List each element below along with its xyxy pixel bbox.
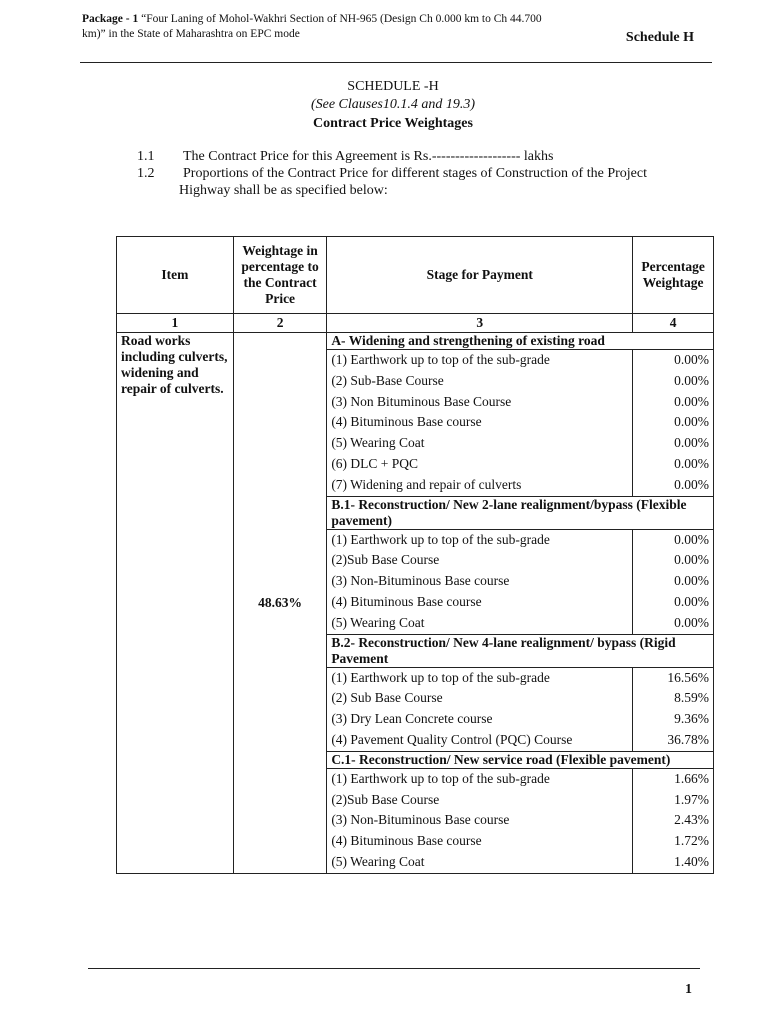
para-text: The Contract Price for this Agreement is Rs.------------------- lakhs	[183, 149, 554, 164]
contract-price-weightage-table	[116, 236, 714, 874]
section-title: B.1- Reconstruction/ New 2-lane realignment/bypass (Flexible pavement)	[327, 496, 714, 529]
stage-percentage: 0.00%	[674, 352, 709, 367]
stage-percentage: 0.00%	[674, 414, 709, 430]
header-item: Item	[117, 237, 234, 314]
stage-label: (3) Non-Bituminous Base course	[331, 573, 510, 589]
col-number: 4	[633, 314, 714, 333]
stage-label: (4) Bituminous Base course	[331, 833, 482, 849]
weightage-value: 48.63%	[233, 333, 326, 874]
stage-percentage: 1.97%	[674, 791, 709, 807]
stage-percentage: 0.00%	[674, 573, 709, 589]
stage-percentage: 36.78%	[667, 731, 709, 747]
header-percentage: Percentage Weightage	[633, 237, 714, 314]
stage-percentage: 0.00%	[674, 393, 709, 409]
stage-percentage: 0.00%	[674, 531, 709, 547]
item-description: Road works including culverts, widening and repair of culverts.	[117, 333, 234, 874]
stage-percentage: 0.00%	[674, 435, 709, 451]
stage-label: (5) Wearing Coat	[331, 614, 425, 630]
para-text-continued: Highway shall be as specified below:	[179, 183, 388, 198]
stage-percentage: 8.59%	[674, 690, 709, 706]
stage-label: (4) Bituminous Base course	[331, 414, 482, 430]
stage-label: (4) Pavement Quality Control (PQC) Course	[331, 731, 573, 747]
stage-label: (3) Non-Bituminous Base course	[331, 812, 510, 828]
col-number: 2	[233, 314, 326, 333]
section-header-row	[117, 333, 714, 350]
stage-percentage: 1.40%	[674, 853, 709, 869]
stage-label: (4) Bituminous Base course	[331, 593, 482, 609]
stage-label: (7) Widening and repair of culverts	[331, 476, 522, 492]
para-number: 1.1	[137, 149, 155, 164]
column-number-row	[117, 314, 714, 333]
stage-percentage: 2.43%	[674, 812, 709, 828]
para-number: 1.2	[137, 166, 155, 181]
stage-label: (2)Sub Base Course	[331, 552, 440, 568]
stage-label: (3) Non Bituminous Base Course	[331, 393, 512, 409]
stage-percentage: 1.66%	[674, 770, 709, 786]
footer-divider	[88, 968, 700, 969]
header-divider	[80, 62, 712, 63]
table-header-row	[117, 237, 714, 314]
header-weightage: Weightage in percentage to the Contract Price	[233, 237, 326, 314]
stage-percentage: 1.72%	[674, 833, 709, 849]
stage-percentage: 16.56%	[667, 669, 709, 685]
stage-label: (1) Earthwork up to top of the sub-grade	[331, 531, 550, 547]
package-description: “Four Laning of Mohol-Wakhri Section of NH-965 (Design Ch 0.000 km to Ch 44.700 km)” in the State of Maharashtra on EPC mode	[82, 13, 542, 40]
stage-percentage: 0.00%	[674, 593, 709, 609]
stage-label: (3) Dry Lean Concrete course	[331, 711, 493, 727]
col-number: 3	[327, 314, 633, 333]
stage-label: (2)Sub Base Course	[331, 791, 440, 807]
stage-percentage: 0.00%	[674, 455, 709, 471]
section-title: C.1- Reconstruction/ New service road (Flexible pavement)	[327, 751, 714, 768]
stage-label: (5) Wearing Coat	[331, 435, 425, 451]
stage-percentage: 0.00%	[674, 476, 709, 492]
stage-label: (1) Earthwork up to top of the sub-grade	[331, 669, 550, 685]
stage-label: (2) Sub Base Course	[331, 690, 443, 706]
schedule-title: SCHEDULE -H	[347, 79, 439, 94]
stage-percentage: 0.00%	[674, 372, 709, 388]
paragraph-1-2	[137, 165, 697, 199]
stage-label: (2) Sub-Base Course	[331, 372, 444, 388]
stage-percentage: 0.00%	[674, 614, 709, 630]
stage-label: (1) Earthwork up to top of the sub-grade	[331, 770, 550, 786]
header-package	[82, 12, 552, 42]
col-number: 1	[117, 314, 234, 333]
stage-label: (6) DLC + PQC	[331, 455, 419, 471]
section-heading: Contract Price Weightages	[313, 116, 473, 131]
stage-label: (1) Earthwork up to top of the sub-grade	[331, 352, 550, 367]
stage-label: (5) Wearing Coat	[331, 853, 425, 869]
section-title: A- Widening and strengthening of existing road	[327, 333, 714, 350]
package-label: Package - 1	[82, 13, 139, 25]
header-stage: Stage for Payment	[327, 237, 633, 314]
schedule-label: Schedule H	[625, 30, 694, 45]
stage-percentage: 9.36%	[674, 711, 709, 727]
clause-reference: (See Clauses10.1.4 and 19.3)	[310, 97, 476, 112]
para-text: Proportions of the Contract Price for different stages of Construction of the Project	[183, 166, 647, 181]
stage-percentage: 0.00%	[674, 552, 709, 568]
paragraph-1-1	[137, 148, 553, 165]
section-title: B.2- Reconstruction/ New 4-lane realignment/ bypass (Rigid Pavement	[327, 634, 714, 667]
page-number: 1	[685, 982, 692, 997]
